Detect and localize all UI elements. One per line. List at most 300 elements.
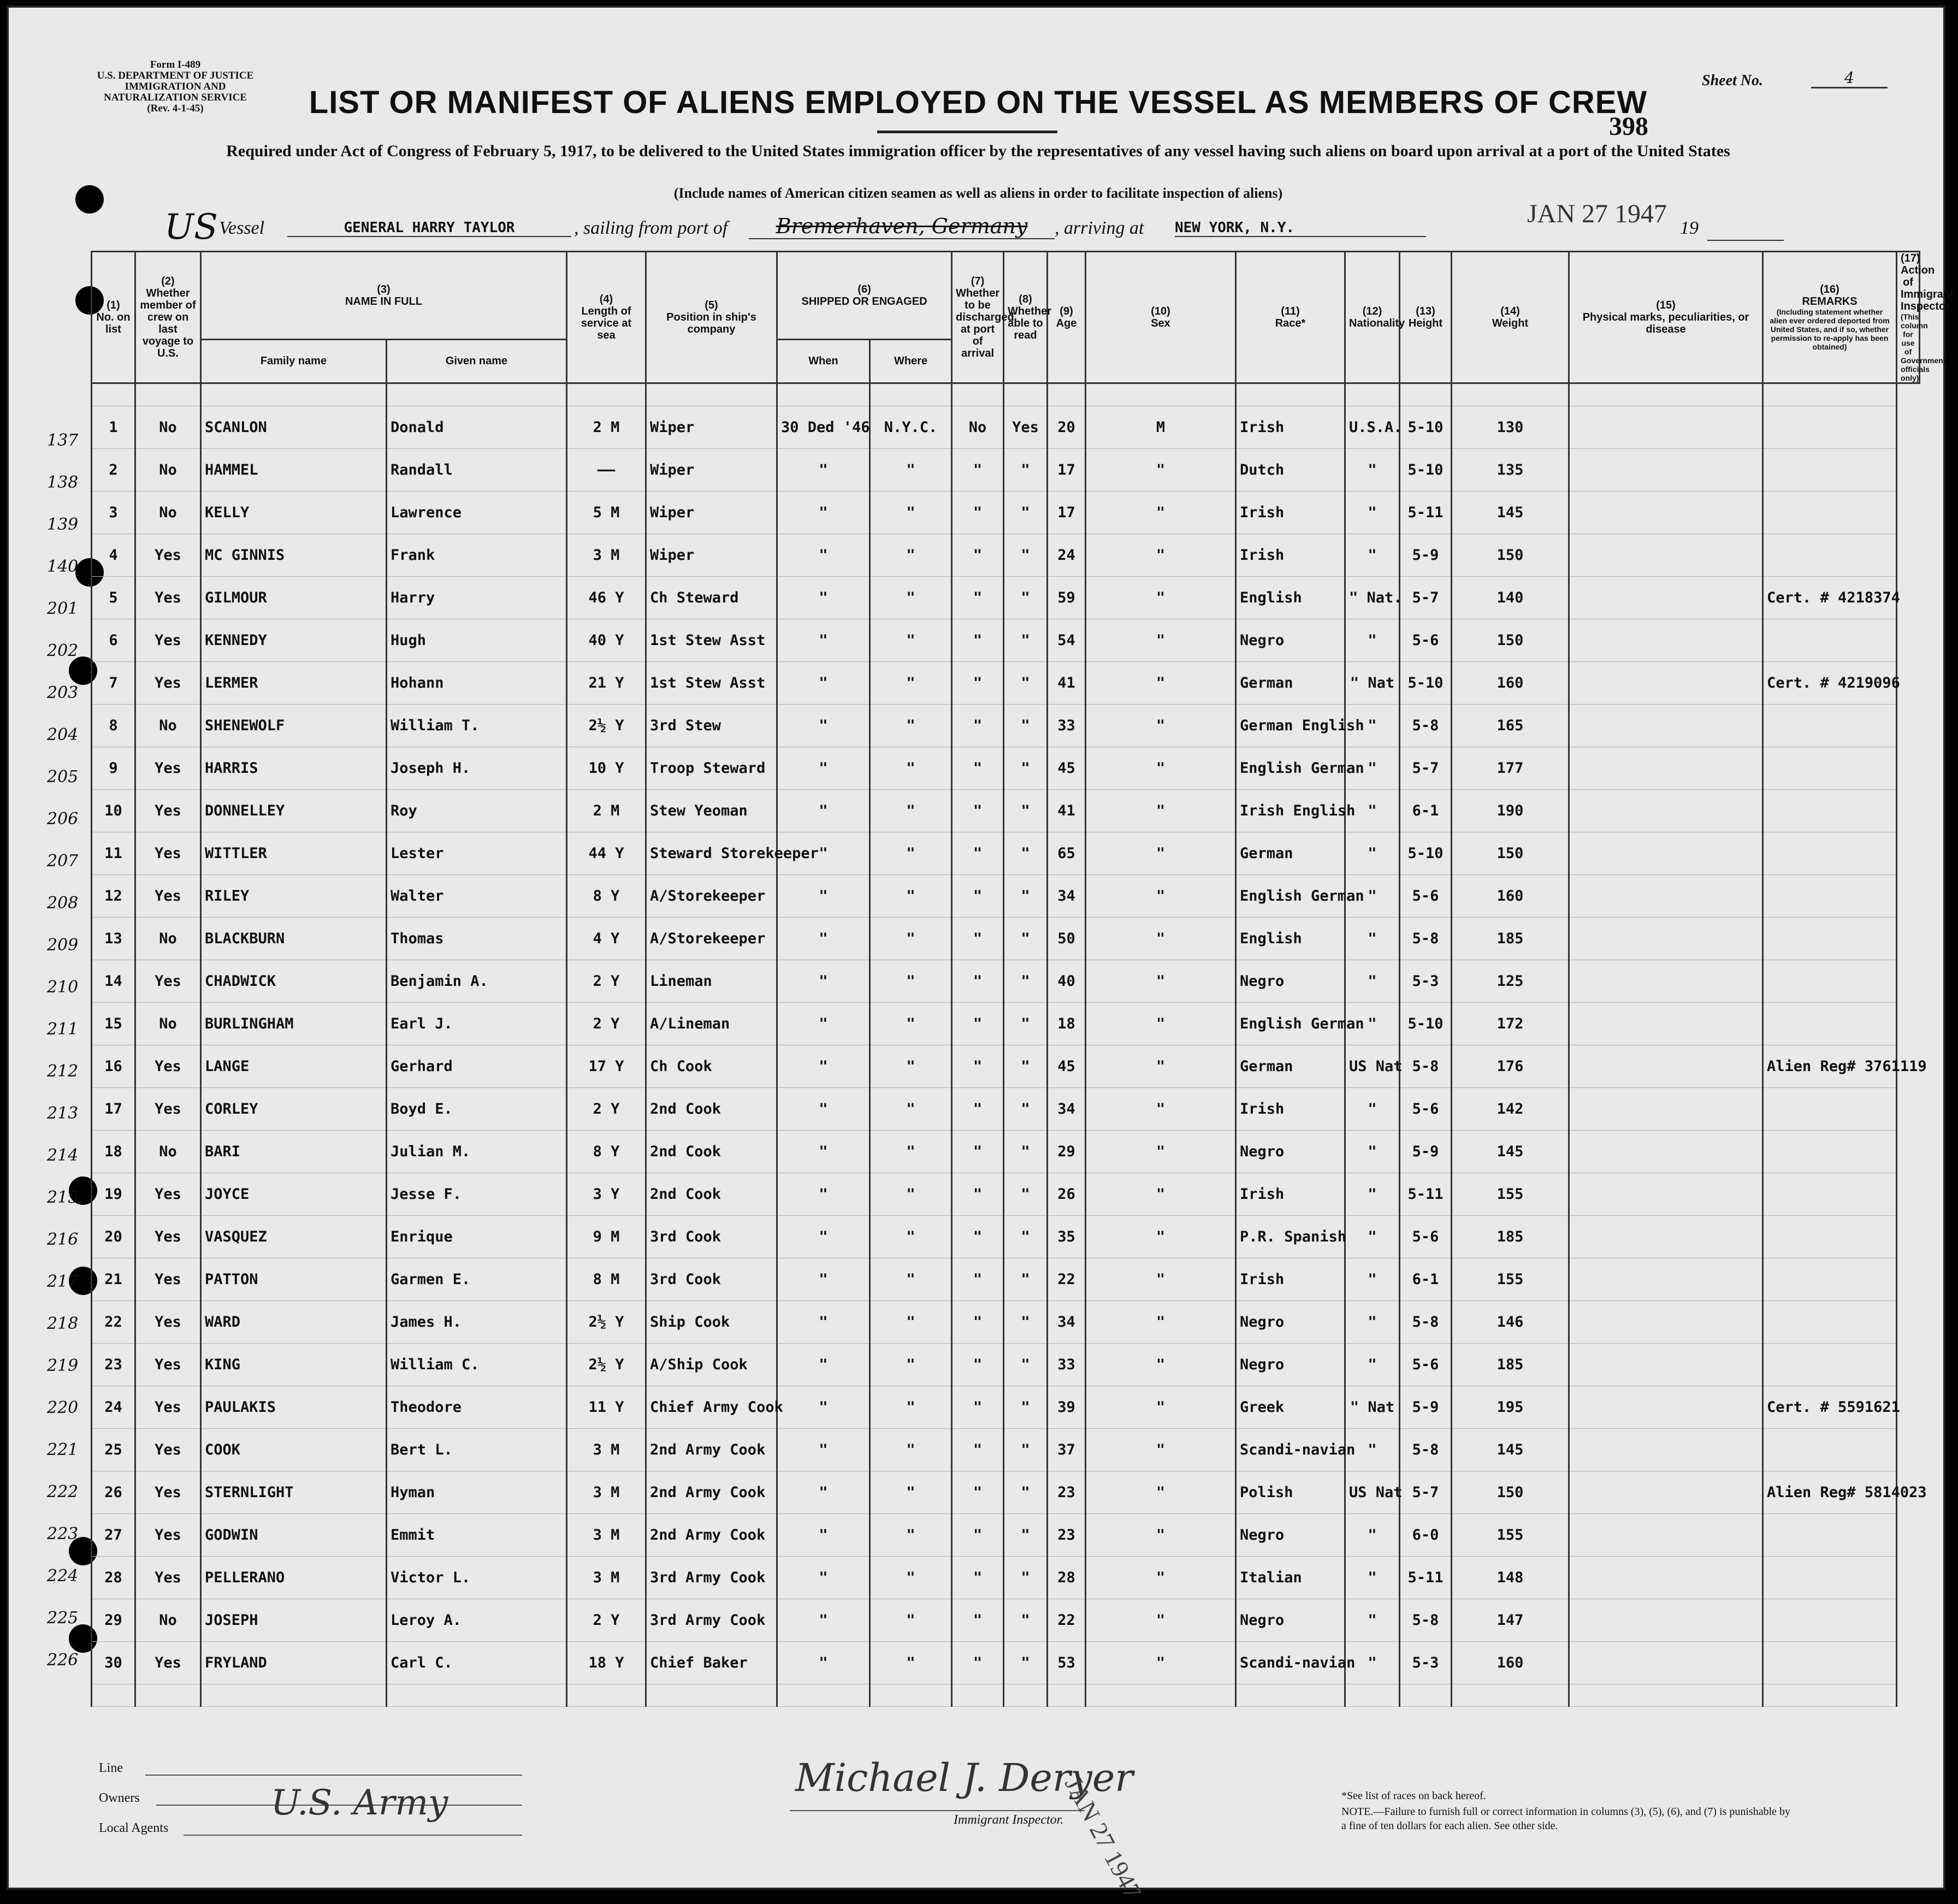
service-length-cell: 2 M xyxy=(567,406,646,449)
remarks-cell xyxy=(1763,960,1897,1003)
nationality-cell: " xyxy=(1345,1599,1400,1642)
list-number-cell: 16 xyxy=(92,1045,135,1088)
age-cell: 39 xyxy=(1048,1386,1086,1429)
race-cell: German xyxy=(1236,1045,1345,1088)
family-name-cell: BURLINGHAM xyxy=(201,1003,387,1045)
list-number-cell: 4 xyxy=(92,534,135,577)
position-cell: Chief Baker xyxy=(646,1642,777,1684)
given-name-cell: Lawrence xyxy=(387,492,567,534)
given-name-cell: Julian M. xyxy=(387,1131,567,1173)
weight-cell: 146 xyxy=(1452,1301,1569,1344)
physical-marks-cell xyxy=(1569,1258,1763,1301)
crew-last-voyage-cell: Yes xyxy=(135,960,201,1003)
crew-last-voyage-cell: Yes xyxy=(135,1301,201,1344)
discharged-cell: " xyxy=(952,1599,1004,1642)
form-id-line: Form I-489 xyxy=(150,59,201,70)
sex-cell: " xyxy=(1086,875,1236,918)
remarks-cell xyxy=(1763,406,1897,449)
shipped-when-cell: " xyxy=(777,1471,870,1514)
height-cell: 5-8 xyxy=(1400,1599,1452,1642)
service-length-cell: 10 Y xyxy=(567,747,646,790)
discharged-cell: " xyxy=(952,1003,1004,1045)
discharged-cell: " xyxy=(952,1386,1004,1429)
family-name-cell: LANGE xyxy=(201,1045,387,1088)
height-cell: 5-7 xyxy=(1400,747,1452,790)
age-cell: 34 xyxy=(1048,1301,1086,1344)
crew-row xyxy=(92,1429,1920,1471)
shipped-where-cell: " xyxy=(870,577,952,619)
physical-marks-cell xyxy=(1569,1514,1763,1557)
height-cell: 5-6 xyxy=(1400,875,1452,918)
able-to-read-cell: " xyxy=(1004,1386,1048,1429)
given-name-cell: Roy xyxy=(387,790,567,832)
position-cell: A/Lineman xyxy=(646,1003,777,1045)
margin-list-number: 211 xyxy=(47,1020,79,1039)
arrival-date-stamp: JAN 27 1947 xyxy=(1527,199,1667,228)
physical-marks-cell xyxy=(1569,577,1763,619)
given-name-cell: Frank xyxy=(387,534,567,577)
service-length-cell: 2½ Y xyxy=(567,705,646,747)
crew-last-voyage-cell: Yes xyxy=(135,534,201,577)
service-length-cell: 3 M xyxy=(567,1429,646,1471)
list-number-cell: 28 xyxy=(92,1557,135,1599)
discharged-cell: " xyxy=(952,662,1004,705)
remarks-cell xyxy=(1763,1642,1897,1684)
weight-cell: 160 xyxy=(1452,662,1569,705)
list-number-cell: 18 xyxy=(92,1131,135,1173)
discharged-cell: " xyxy=(952,1131,1004,1173)
given-name-cell: Leroy A. xyxy=(387,1599,567,1642)
given-name-cell: Garmen E. xyxy=(387,1258,567,1301)
remarks-cell xyxy=(1763,1557,1897,1599)
crew-row xyxy=(92,1258,1920,1301)
weight-cell: 145 xyxy=(1452,1429,1569,1471)
family-name-cell: KING xyxy=(201,1344,387,1386)
list-number-cell: 14 xyxy=(92,960,135,1003)
position-cell: 2nd Cook xyxy=(646,1131,777,1173)
race-cell: P.R. Spanish xyxy=(1236,1216,1345,1258)
shipped-where-cell: " xyxy=(870,619,952,662)
physical-marks-cell xyxy=(1569,1003,1763,1045)
vessel-prefix-handwriting: US xyxy=(164,207,218,247)
crew-last-voyage-cell: Yes xyxy=(135,875,201,918)
weight-cell: 145 xyxy=(1452,1131,1569,1173)
shipped-when-cell: " xyxy=(777,1045,870,1088)
able-to-read-cell: " xyxy=(1004,875,1048,918)
physical-marks-cell xyxy=(1569,1045,1763,1088)
crew-last-voyage-cell: Yes xyxy=(135,1642,201,1684)
race-cell: Negro xyxy=(1236,1344,1345,1386)
discharged-cell: " xyxy=(952,832,1004,875)
able-to-read-cell: " xyxy=(1004,1003,1048,1045)
weight-cell: 190 xyxy=(1452,790,1569,832)
nationality-cell: " xyxy=(1345,492,1400,534)
family-name-cell: DONNELLEY xyxy=(201,790,387,832)
shipped-when-cell: " xyxy=(777,1003,870,1045)
shipped-where-cell: " xyxy=(870,1599,952,1642)
weight-cell: 150 xyxy=(1452,1471,1569,1514)
crew-row xyxy=(92,662,1920,705)
able-to-read-cell: " xyxy=(1004,1301,1048,1344)
given-name-cell: Walter xyxy=(387,875,567,918)
sex-cell: " xyxy=(1086,705,1236,747)
service-length-cell: 2 Y xyxy=(567,1003,646,1045)
year-blank xyxy=(1707,240,1784,241)
list-number-cell: 25 xyxy=(92,1429,135,1471)
given-name-cell: Donald xyxy=(387,406,567,449)
col-family-name-header: Family name xyxy=(201,339,387,383)
margin-list-number: 221 xyxy=(47,1440,79,1459)
margin-list-number: 201 xyxy=(47,599,79,618)
discharged-cell: " xyxy=(952,875,1004,918)
service-length-cell: 3 M xyxy=(567,1514,646,1557)
col-able-to-read-header: (8) Whether able to read xyxy=(1004,252,1048,383)
remarks-cell: Alien Reg# 5814023 xyxy=(1763,1471,1897,1514)
height-cell: 5-7 xyxy=(1400,1471,1452,1514)
physical-marks-cell xyxy=(1569,1216,1763,1258)
race-cell: Negro xyxy=(1236,1131,1345,1173)
weight-cell: 195 xyxy=(1452,1386,1569,1429)
race-cell: Negro xyxy=(1236,619,1345,662)
margin-list-number: 224 xyxy=(47,1566,79,1586)
margin-list-number: 203 xyxy=(47,683,79,702)
nationality-cell: U.S.A. xyxy=(1345,406,1400,449)
discharged-cell: " xyxy=(952,790,1004,832)
crew-row xyxy=(92,619,1920,662)
age-cell: 34 xyxy=(1048,1088,1086,1131)
race-cell: Italian xyxy=(1236,1557,1345,1599)
weight-cell: 176 xyxy=(1452,1045,1569,1088)
given-name-cell: Hyman xyxy=(387,1471,567,1514)
able-to-read-cell: " xyxy=(1004,918,1048,960)
crew-row xyxy=(92,492,1920,534)
family-name-cell: STERNLIGHT xyxy=(201,1471,387,1514)
vessel-name: GENERAL HARRY TAYLOR xyxy=(287,220,571,237)
family-name-cell: JOYCE xyxy=(201,1173,387,1216)
service-length-cell: 9 M xyxy=(567,1216,646,1258)
sex-cell: " xyxy=(1086,1258,1236,1301)
vessel-label: Vessel xyxy=(219,218,265,238)
physical-marks-cell xyxy=(1569,619,1763,662)
service-length-cell: 2½ Y xyxy=(567,1301,646,1344)
shipped-when-cell: " xyxy=(777,1258,870,1301)
remarks-cell xyxy=(1763,1173,1897,1216)
race-cell: Polish xyxy=(1236,1471,1345,1514)
local-agents-handwriting: U.S. Army xyxy=(271,1783,448,1823)
remarks-cell xyxy=(1763,1258,1897,1301)
crew-row xyxy=(92,1216,1920,1258)
shipped-when-cell: " xyxy=(777,1216,870,1258)
page-title: LIST OR MANIFEST OF ALIENS EMPLOYED ON THE VESSEL AS MEMBERS OF CREW xyxy=(309,85,1648,120)
sex-cell: " xyxy=(1086,1344,1236,1386)
list-number-cell: 24 xyxy=(92,1386,135,1429)
arriving-label: , arriving at xyxy=(1055,218,1144,238)
crew-last-voyage-cell: No xyxy=(135,449,201,492)
inspection-date-stamp: JAN 27 1947 xyxy=(1060,1772,1147,1904)
nationality-cell: " Nat xyxy=(1345,1386,1400,1429)
given-name-cell: Randall xyxy=(387,449,567,492)
race-cell: Greek xyxy=(1236,1386,1345,1429)
family-name-cell: SHENEWOLF xyxy=(201,705,387,747)
race-cell: English German xyxy=(1236,747,1345,790)
weight-cell: 145 xyxy=(1452,492,1569,534)
shipped-where-cell: " xyxy=(870,1216,952,1258)
physical-marks-cell xyxy=(1569,449,1763,492)
age-cell: 20 xyxy=(1048,406,1086,449)
penalty-note: NOTE.—Failure to furnish full or correct information in columns (3), (5), (6), and (7) is punishable by a fine of ten dollars for each alien. See other side. xyxy=(1341,1806,1791,1832)
family-name-cell: KELLY xyxy=(201,492,387,534)
shipped-when-cell: " xyxy=(777,534,870,577)
able-to-read-cell: " xyxy=(1004,1429,1048,1471)
weight-cell: 147 xyxy=(1452,1599,1569,1642)
service-length-cell: 2½ Y xyxy=(567,1344,646,1386)
height-cell: 6-1 xyxy=(1400,790,1452,832)
discharged-cell: No xyxy=(952,406,1004,449)
sailing-label: , sailing from port of xyxy=(574,218,728,238)
list-number-cell: 21 xyxy=(92,1258,135,1301)
discharged-cell: " xyxy=(952,1514,1004,1557)
weight-cell: 155 xyxy=(1452,1514,1569,1557)
sex-cell: " xyxy=(1086,790,1236,832)
margin-list-number: 212 xyxy=(47,1062,79,1081)
list-number-cell: 2 xyxy=(92,449,135,492)
margin-list-number: 222 xyxy=(47,1482,79,1501)
able-to-read-cell: " xyxy=(1004,1471,1048,1514)
given-name-cell: Hohann xyxy=(387,662,567,705)
col-given-name-header: Given name xyxy=(387,339,567,383)
physical-marks-cell xyxy=(1569,832,1763,875)
inspector-signature-line xyxy=(790,1810,1085,1811)
given-name-cell: Enrique xyxy=(387,1216,567,1258)
crew-last-voyage-cell: Yes xyxy=(135,1429,201,1471)
position-cell: 3rd Army Cook xyxy=(646,1557,777,1599)
age-cell: 35 xyxy=(1048,1216,1086,1258)
race-cell: Scandi-navian xyxy=(1236,1642,1345,1684)
race-cell: Irish xyxy=(1236,534,1345,577)
service-length-cell: —— xyxy=(567,449,646,492)
shipped-when-cell: " xyxy=(777,492,870,534)
physical-marks-cell xyxy=(1569,1131,1763,1173)
discharged-cell: " xyxy=(952,1557,1004,1599)
crew-row xyxy=(92,1344,1920,1386)
position-cell: Ch Cook xyxy=(646,1045,777,1088)
margin-list-number: 225 xyxy=(47,1609,79,1628)
shipped-when-cell: " xyxy=(777,1557,870,1599)
service-length-cell: 44 Y xyxy=(567,832,646,875)
family-name-cell: CORLEY xyxy=(201,1088,387,1131)
crew-last-voyage-cell: Yes xyxy=(135,1471,201,1514)
shipped-when-cell: " xyxy=(777,832,870,875)
crew-last-voyage-cell: Yes xyxy=(135,1173,201,1216)
shipped-where-cell: " xyxy=(870,747,952,790)
service-length-cell: 2 Y xyxy=(567,960,646,1003)
able-to-read-cell: " xyxy=(1004,619,1048,662)
race-cell: Scandi-navian xyxy=(1236,1429,1345,1471)
able-to-read-cell: " xyxy=(1004,1088,1048,1131)
crew-last-voyage-cell: Yes xyxy=(135,1386,201,1429)
crew-last-voyage-cell: Yes xyxy=(135,577,201,619)
position-cell: 3rd Army Cook xyxy=(646,1599,777,1642)
shipped-where-cell: " xyxy=(870,1386,952,1429)
able-to-read-cell: " xyxy=(1004,1258,1048,1301)
height-cell: 5-9 xyxy=(1400,1386,1452,1429)
sex-cell: " xyxy=(1086,449,1236,492)
given-name-cell: Victor L. xyxy=(387,1557,567,1599)
race-cell: English German xyxy=(1236,875,1345,918)
height-cell: 5-10 xyxy=(1400,449,1452,492)
physical-marks-cell xyxy=(1569,747,1763,790)
crew-last-voyage-cell: Yes xyxy=(135,790,201,832)
list-number-cell: 15 xyxy=(92,1003,135,1045)
service-length-cell: 21 Y xyxy=(567,662,646,705)
crew-last-voyage-cell: No xyxy=(135,918,201,960)
footer-owners-label: Owners xyxy=(99,1791,140,1805)
crew-last-voyage-cell: Yes xyxy=(135,747,201,790)
race-cell: Irish xyxy=(1236,1258,1345,1301)
crew-manifest-table xyxy=(91,251,1954,1707)
sex-cell: " xyxy=(1086,960,1236,1003)
able-to-read-cell: " xyxy=(1004,1045,1048,1088)
list-number-cell: 22 xyxy=(92,1301,135,1344)
position-cell: Wiper xyxy=(646,406,777,449)
remarks-cell xyxy=(1763,1216,1897,1258)
nationality-cell: " xyxy=(1345,1003,1400,1045)
physical-marks-cell xyxy=(1569,1173,1763,1216)
nationality-cell: " xyxy=(1345,449,1400,492)
crew-last-voyage-cell: No xyxy=(135,1131,201,1173)
shipped-when-cell: " xyxy=(777,619,870,662)
family-name-cell: WITTLER xyxy=(201,832,387,875)
crew-row xyxy=(92,1088,1920,1131)
physical-marks-cell xyxy=(1569,875,1763,918)
margin-list-number: 209 xyxy=(47,936,79,955)
margin-list-number: 207 xyxy=(47,852,79,871)
given-name-cell: Carl C. xyxy=(387,1642,567,1684)
remarks-cell xyxy=(1763,875,1897,918)
year-label: 19 xyxy=(1680,218,1699,238)
family-name-cell: COOK xyxy=(201,1429,387,1471)
able-to-read-cell: Yes xyxy=(1004,406,1048,449)
nationality-cell: " xyxy=(1345,1557,1400,1599)
shipped-when-cell: " xyxy=(777,1642,870,1684)
crew-last-voyage-cell: No xyxy=(135,1003,201,1045)
shipped-when-cell: " xyxy=(777,1088,870,1131)
physical-marks-cell xyxy=(1569,1429,1763,1471)
crew-last-voyage-cell: Yes xyxy=(135,1045,201,1088)
family-name-cell: BARI xyxy=(201,1131,387,1173)
shipped-where-cell: N.Y.C. xyxy=(870,406,952,449)
position-cell: 2nd Cook xyxy=(646,1173,777,1216)
shipped-where-cell: " xyxy=(870,1557,952,1599)
able-to-read-cell: " xyxy=(1004,662,1048,705)
crew-row xyxy=(92,1471,1920,1514)
height-cell: 6-0 xyxy=(1400,1514,1452,1557)
discharged-cell: " xyxy=(952,747,1004,790)
weight-cell: 185 xyxy=(1452,1216,1569,1258)
age-cell: 17 xyxy=(1048,492,1086,534)
remarks-cell: Cert. # 5591621 xyxy=(1763,1386,1897,1429)
family-name-cell: HARRIS xyxy=(201,747,387,790)
physical-marks-cell xyxy=(1569,1344,1763,1386)
list-number-cell: 12 xyxy=(92,875,135,918)
margin-list-number: 219 xyxy=(47,1356,79,1375)
discharged-cell: " xyxy=(952,577,1004,619)
nationality-cell: " xyxy=(1345,747,1400,790)
margin-list-number: 202 xyxy=(47,641,79,660)
physical-marks-cell xyxy=(1569,1471,1763,1514)
service-length-cell: 46 Y xyxy=(567,577,646,619)
crew-row xyxy=(92,875,1920,918)
crew-row xyxy=(92,534,1920,577)
family-name-cell: BLACKBURN xyxy=(201,918,387,960)
able-to-read-cell: " xyxy=(1004,1216,1048,1258)
physical-marks-cell xyxy=(1569,1088,1763,1131)
age-cell: 54 xyxy=(1048,619,1086,662)
height-cell: 5-11 xyxy=(1400,492,1452,534)
physical-marks-cell xyxy=(1569,918,1763,960)
crew-row xyxy=(92,1173,1920,1216)
service-length-cell: 8 M xyxy=(567,1258,646,1301)
discharged-cell: " xyxy=(952,1258,1004,1301)
crew-row xyxy=(92,747,1920,790)
position-cell: 1st Stew Asst xyxy=(646,619,777,662)
able-to-read-cell: " xyxy=(1004,1642,1048,1684)
discharged-cell: " xyxy=(952,1471,1004,1514)
discharged-cell: " xyxy=(952,1344,1004,1386)
remarks-cell xyxy=(1763,1429,1897,1471)
list-number-cell: 10 xyxy=(92,790,135,832)
position-cell: 1st Stew Asst xyxy=(646,662,777,705)
height-cell: 5-6 xyxy=(1400,619,1452,662)
sex-cell: " xyxy=(1086,619,1236,662)
sex-cell: " xyxy=(1086,918,1236,960)
physical-marks-cell xyxy=(1569,492,1763,534)
height-cell: 5-8 xyxy=(1400,918,1452,960)
weight-cell: 150 xyxy=(1452,534,1569,577)
service-length-cell: 3 M xyxy=(567,1471,646,1514)
crew-row xyxy=(92,1131,1920,1173)
margin-list-number: 223 xyxy=(47,1524,79,1544)
able-to-read-cell: " xyxy=(1004,832,1048,875)
nationality-cell: US Nat xyxy=(1345,1045,1400,1088)
sex-cell: " xyxy=(1086,1045,1236,1088)
shipped-where-cell: " xyxy=(870,705,952,747)
able-to-read-cell: " xyxy=(1004,534,1048,577)
height-cell: 5-3 xyxy=(1400,1642,1452,1684)
height-cell: 5-8 xyxy=(1400,1301,1452,1344)
shipped-where-cell: " xyxy=(870,1003,952,1045)
physical-marks-cell xyxy=(1569,1642,1763,1684)
discharged-cell: " xyxy=(952,1045,1004,1088)
margin-list-number: 206 xyxy=(47,809,79,829)
family-name-cell: GILMOUR xyxy=(201,577,387,619)
height-cell: 5-6 xyxy=(1400,1088,1452,1131)
sex-cell: " xyxy=(1086,1599,1236,1642)
given-name-cell: Theodore xyxy=(387,1386,567,1429)
position-cell: Steward Storekeeper xyxy=(646,832,777,875)
position-cell: 2nd Army Cook xyxy=(646,1514,777,1557)
race-cell: German xyxy=(1236,832,1345,875)
discharged-cell: " xyxy=(952,1301,1004,1344)
discharged-cell: " xyxy=(952,1429,1004,1471)
crew-last-voyage-cell: No xyxy=(135,406,201,449)
discharged-cell: " xyxy=(952,1216,1004,1258)
nationality-cell: US Nat xyxy=(1345,1471,1400,1514)
position-cell: 2nd Army Cook xyxy=(646,1471,777,1514)
height-cell: 5-3 xyxy=(1400,960,1452,1003)
sex-cell: " xyxy=(1086,492,1236,534)
sex-cell: " xyxy=(1086,1088,1236,1131)
